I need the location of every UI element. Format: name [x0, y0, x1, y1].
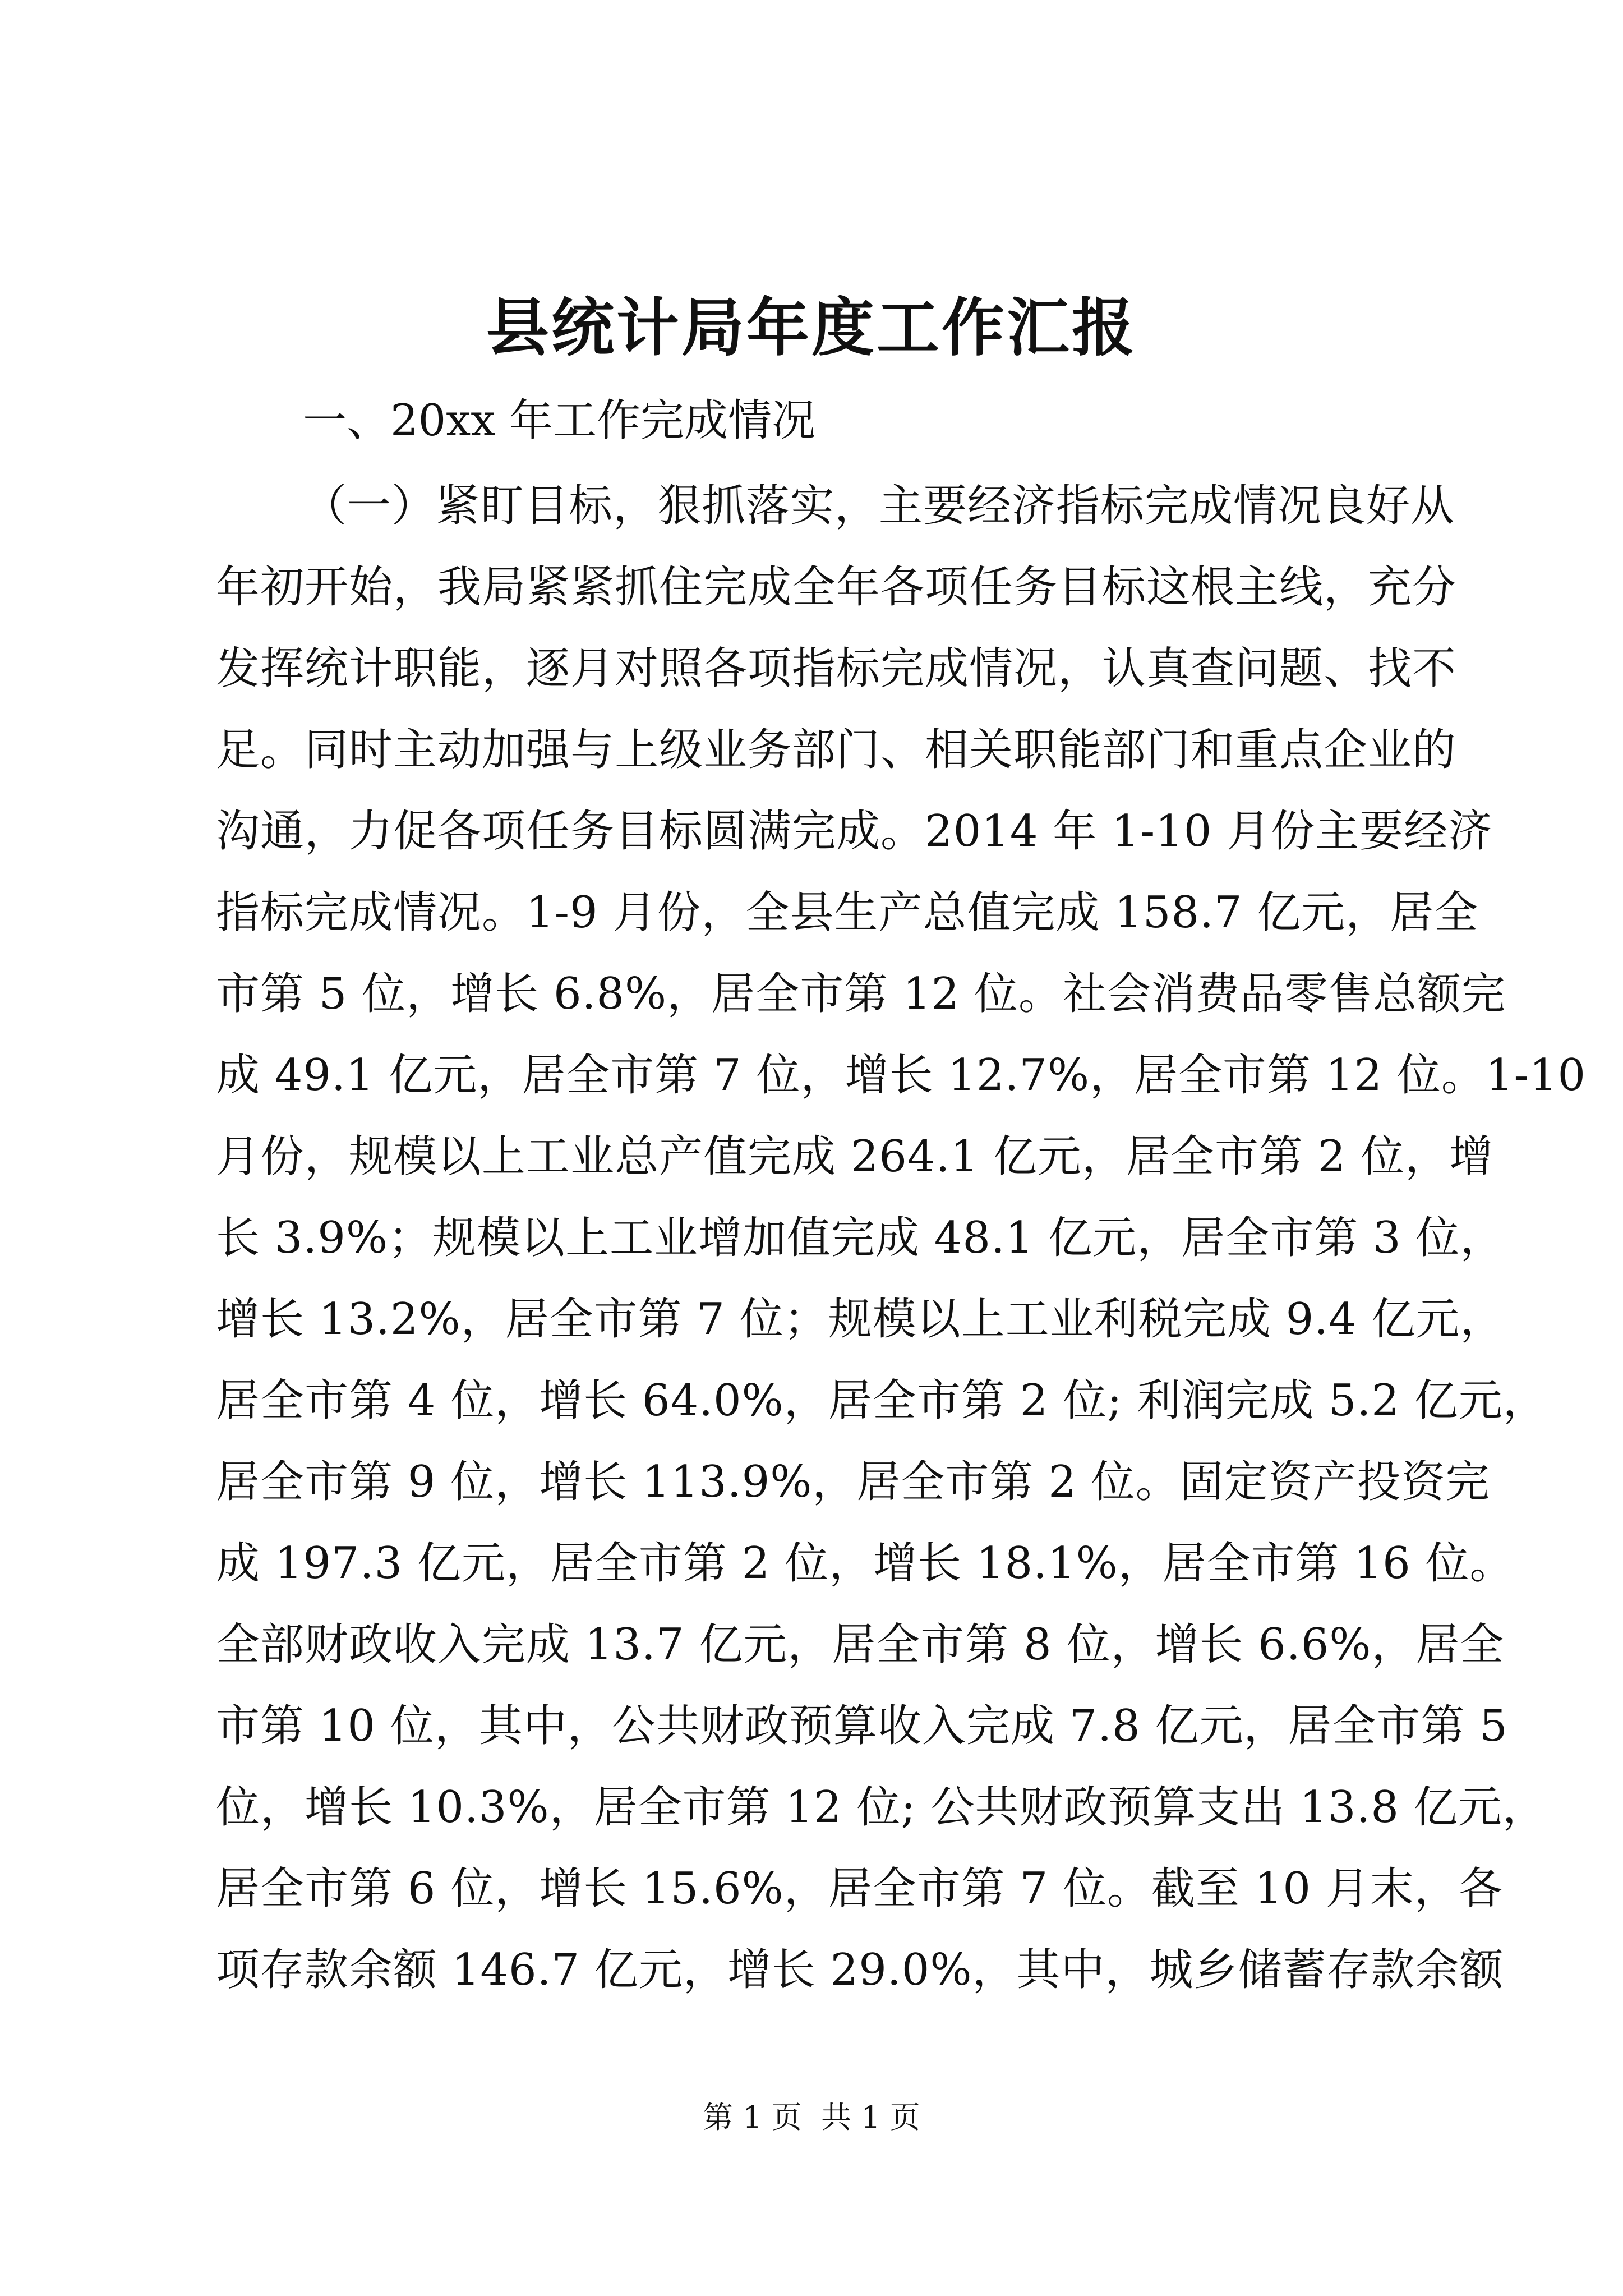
paragraph-line: （一）紧盯目标，狠抓落实，主要经济指标完成情况良好从 [303, 481, 1455, 531]
paragraph-line: 居全市第 6 位，增长 15.6%，居全市第 7 位。截至 10 月末，各 [216, 1864, 1503, 1914]
paragraph-line: 位，增长 10.3%，居全市第 12 位; 公共财政预算支出 13.8 亿元， [216, 1782, 1547, 1833]
body-paragraph [216, 466, 1587, 2011]
paragraph-line: 居全市第 9 位，增长 113.9%，居全市第 2 位。固定资产投资完 [216, 1457, 1490, 1507]
paragraph-line: 足。同时主动加强与上级业务部门、相关职能部门和重点企业的 [216, 725, 1457, 775]
paragraph-line: 增长 13.2%，居全市第 7 位；规模以上工业利税完成 9.4 亿元， [216, 1294, 1505, 1345]
paragraph-line: 年初开始，我局紧紧抓住完成全年各项任务目标这根主线，充分 [216, 562, 1457, 613]
section-heading: 一、20xx 年工作完成情况 [303, 395, 816, 446]
paragraph-line: 长 3.9%；规模以上工业增加值完成 48.1 亿元，居全市第 3 位， [216, 1213, 1505, 1263]
page-footer: 第 1 页 共 1 页 [703, 2100, 920, 2135]
document-title: 县统计局年度工作汇报 [486, 291, 1137, 365]
paragraph-line: 成 49.1 亿元，居全市第 7 位，增长 12.7%，居全市第 12 位。1-10 [216, 1050, 1587, 1101]
paragraph-line: 沟通，力促各项任务目标圆满完成。2014 年 1-10 月份主要经济 [216, 806, 1493, 857]
paragraph-line: 成 197.3 亿元，居全市第 2 位，增长 18.1%，居全市第 16 位。 [216, 1538, 1514, 1589]
paragraph-line: 全部财政收入完成 13.7 亿元，居全市第 8 位，增长 6.6%，居全 [216, 1619, 1505, 1670]
paragraph-line: 居全市第 4 位，增长 64.0%，居全市第 2 位; 利润完成 5.2 亿元， [216, 1375, 1547, 1426]
paragraph-line: 发挥统计职能，逐月对照各项指标完成情况，认真查问题、找不 [216, 643, 1457, 694]
paragraph-line: 项存款余额 146.7 亿元，增长 29.0%，其中，城乡储蓄存款余额 [216, 1945, 1504, 1995]
paragraph-line: 指标完成情况。1-9 月份，全县生产总值完成 158.7 亿元，居全 [216, 887, 1479, 938]
paragraph-line: 市第 5 位，增长 6.8%，居全市第 12 位。社会消费品零售总额完 [216, 969, 1506, 1019]
paragraph-line: 月份，规模以上工业总产值完成 264.1 亿元，居全市第 2 位，增 [216, 1131, 1494, 1182]
paragraph-line: 市第 10 位，其中，公共财政预算收入完成 7.8 亿元，居全市第 5 [216, 1701, 1508, 1751]
